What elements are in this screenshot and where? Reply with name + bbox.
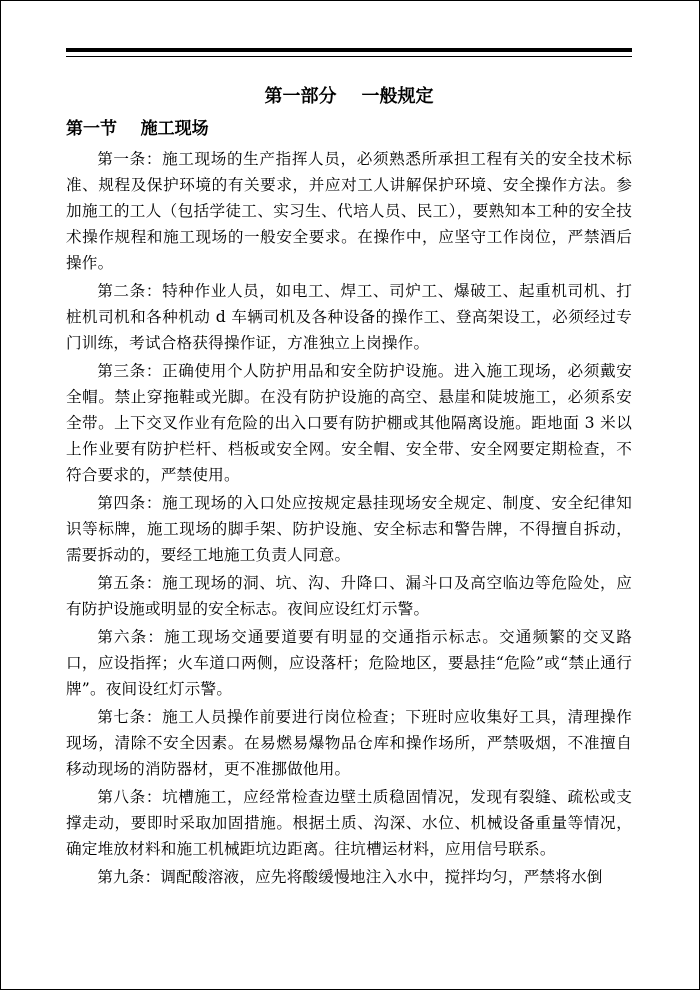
article-3: 第三条：正确使用个人防护用品和安全防护设施。进入施工现场，必须戴安全帽。禁止穿拖鞋或光脚。在没有防护设施的高空、悬崖和陡坡施工，必须系安全带。上下交叉作业有危险的出入口要有防护棚或其他隔离设施。距地面 3 米以上作业要有防护栏杆、档板或安全网。安全帽、安全带、安全网要定期检查，不符合要求的，严禁使用。 bbox=[66, 362, 632, 484]
article-6: 第六条：施工现场交通要道要有明显的交通指示标志。交通频繁的交叉路口，应设指挥；火车道口两侧，应设落杆；危险地区，要悬挂“危险”或“禁止通行牌”。夜间设红灯示警。 bbox=[66, 628, 632, 698]
article-2: 第二条：特种作业人员，如电工、焊工、司炉工、爆破工、起重机司机、打桩机司机和各种机动 d 车辆司机及各种设备的操作工、登高架设工，必须经过专门训练，考试合格获得操作证，方准独立上岗操作。 bbox=[66, 282, 632, 352]
header-rule-thick bbox=[66, 48, 632, 52]
section-title: 第一节 施工现场 bbox=[66, 119, 209, 139]
article-1: 第一条：施工现场的生产指挥人员，必须熟悉所承担工程有关的安全技术标准、规程及保护环境的有关要求，并应对工人讲解保护环境、安全操作方法。参加施工的工人（包括学徒工、实习生、代培人员、民工），要熟知本工种的安全技术操作规程和施工现场的一般安全要求。在操作中，应坚守工作岗位，严禁酒后操作。 bbox=[66, 150, 632, 272]
article-5: 第五条：施工现场的洞、坑、沟、升降口、漏斗口及高空临边等危险处，应有防护设施或明显的安全标志。夜间应设红灯示警。 bbox=[66, 574, 632, 618]
part-title: 第一部分 一般规定 bbox=[264, 86, 434, 107]
document-body bbox=[66, 82, 632, 890]
article-7: 第七条：施工人员操作前要进行岗位检查；下班时应收集好工具，清理操作现场，清除不安全因素。在易燃易爆物品仓库和操作场所，严禁吸烟，不准擅自移动现场的消防器材，更不准挪做他用。 bbox=[66, 708, 632, 778]
header-rule-thin bbox=[66, 56, 632, 57]
article-8: 第八条：坑槽施工，应经常检查边壁土质稳固情况，发现有裂缝、疏松或支撑走动，要即时采取加固措施。根据土质、沟深、水位、机械设备重量等情况，确定堆放材料和施工机械距坑边距离。往坑槽运材料，应用信号联系。 bbox=[66, 788, 632, 858]
article-9: 第九条：调配酸溶液，应先将酸缓慢地注入水中，搅拌均匀，严禁将水倒 bbox=[97, 868, 603, 886]
article-4: 第四条：施工现场的入口处应按规定悬挂现场安全规定、制度、安全纪律知识等标牌，施工现场的脚手架、防护设施、安全标志和警告牌，不得擅自拆动，需要拆动的，要经工地施工负责人同意。 bbox=[66, 494, 632, 564]
